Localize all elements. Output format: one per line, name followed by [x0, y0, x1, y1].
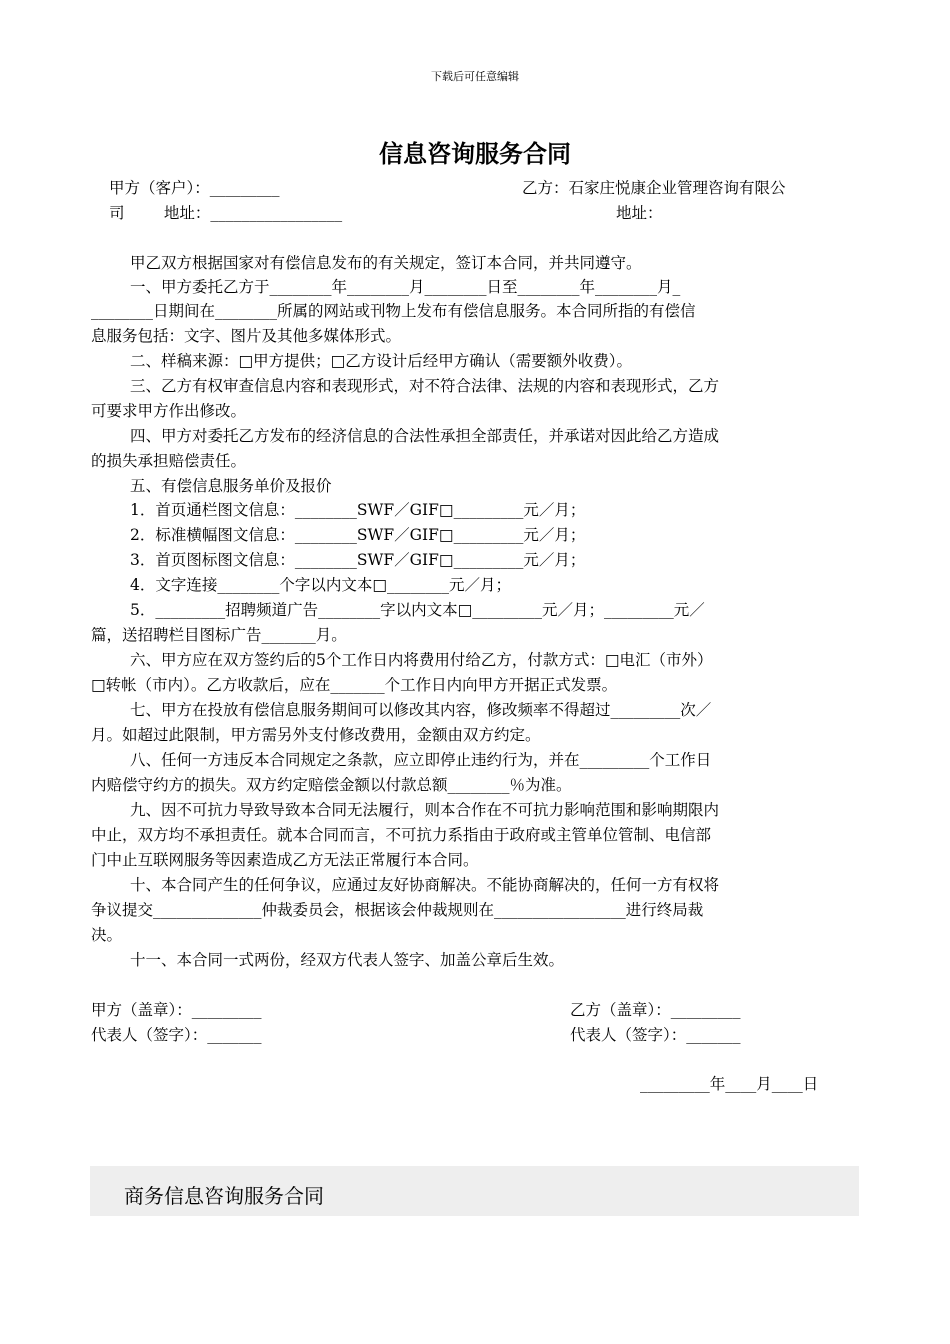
contract-line: 司 地址：_________________ [109, 204, 343, 222]
contract-line: 篇，送招聘栏目图标广告_______月。 [91, 626, 347, 644]
contract-line: 乙方：石家庄悦康企业管理咨询有限公 [522, 179, 786, 197]
contract-line: 甲乙双方根据国家对有偿信息发布的有关规定，签订本合同，并共同遵守。 [130, 254, 642, 272]
contract-line: 十一、本合同一式两份，经双方代表人签字、加盖公章后生效。 [130, 951, 565, 969]
contract-line: 3．首页图标图文信息：________SWF／GIF□_________元／月； [130, 551, 586, 569]
contract-line: 八、任何一方违反本合同规定之条款，应立即停止违约行为，并在_________个工作日 [130, 751, 712, 769]
contract-line: 乙方（盖章）：_________ [570, 1001, 741, 1019]
contract-line: 一、甲方委托乙方于________年________月________日至________年________月_ [130, 278, 681, 296]
section-title: 商务信息咨询服务合同 [124, 1184, 324, 1208]
contract-line: 二、样稿来源：□甲方提供；□乙方设计后经甲方确认（需要额外收费）。 [130, 352, 633, 370]
contract-line: 地址： [616, 204, 663, 222]
section-banner [90, 1166, 859, 1216]
contract-line: 的损失承担赔偿责任。 [91, 452, 247, 470]
contract-line: 九、因不可抗力导致导致本合同无法履行，则本合作在不可抗力影响范围和影响期限内 [130, 801, 720, 819]
contract-line: 六、甲方应在双方签约后的5个工作日内将费用付给乙方，付款方式：□电汇（市外） [130, 651, 713, 669]
contract-line: 息服务包括：文字、图片及其他多媒体形式。 [91, 327, 402, 345]
contract-line: 中止，双方均不承担责任。就本合同而言，不可抗力系指由于政府或主管单位管制、电信部 [91, 826, 712, 844]
contract-line: 四、甲方对委托乙方发布的经济信息的合法性承担全部责任，并承诺对因此给乙方造成 [130, 427, 720, 445]
contract-line: 十、本合同产生的任何争议，应通过友好协商解决。不能协商解决的，任何一方有权将 [130, 876, 720, 894]
contract-line: 2．标准横幅图文信息：________SWF／GIF□_________元／月； [130, 526, 586, 544]
header-note: 下载后可任意编辑 [431, 70, 519, 83]
contract-line: ________日期间在________所属的网站或刊物上发布有偿信息服务。本合同所指的有偿信 [91, 302, 696, 320]
contract-line: 甲方（客户）：_________ [109, 179, 280, 197]
contract-line: 争议提交______________仲裁委员会，根据该会仲裁规则在_________________进行终局裁 [91, 901, 704, 919]
contract-line: 三、乙方有权审查信息内容和表现形式，对不符合法律、法规的内容和表现形式，乙方 [130, 377, 720, 395]
contract-line: 七、甲方在投放有偿信息服务期间可以修改其内容，修改频率不得超过_________次／ [130, 701, 712, 719]
contract-line: 代表人（签字）：_______ [570, 1026, 741, 1044]
contract-line: 门中止互联网服务等因素造成乙方无法正常履行本合同。 [91, 851, 479, 869]
contract-line: 五、有偿信息服务单价及报价 [130, 477, 332, 495]
contract-line: 4．文字连接________个字以内文本□________元／月； [130, 576, 512, 594]
contract-line: 内赔偿守约方的损失。双方约定赔偿金额以付款总额________％为准。 [91, 776, 572, 794]
contract-line: 可要求甲方作出修改。 [91, 402, 247, 420]
contract-line: _________年____月____日 [640, 1075, 819, 1093]
document-title: 信息咨询服务合同 [379, 140, 571, 168]
contract-line: 甲方（盖章）：_________ [91, 1001, 262, 1019]
contract-line: 1．首页通栏图文信息：________SWF／GIF□_________元／月； [130, 501, 586, 519]
contract-line: □转帐（市内）。乙方收款后，应在_______个工作日内向甲方开据正式发票。 [91, 676, 618, 694]
contract-line: 5．_________招聘频道广告________字以内文本□_________元／月；_________元／ [130, 601, 705, 619]
contract-line: 月。如超过此限制，甲方需另外支付修改费用，金额由双方约定。 [91, 726, 541, 744]
contract-line: 决。 [91, 926, 123, 944]
contract-line: 代表人（签字）：_______ [91, 1026, 262, 1044]
